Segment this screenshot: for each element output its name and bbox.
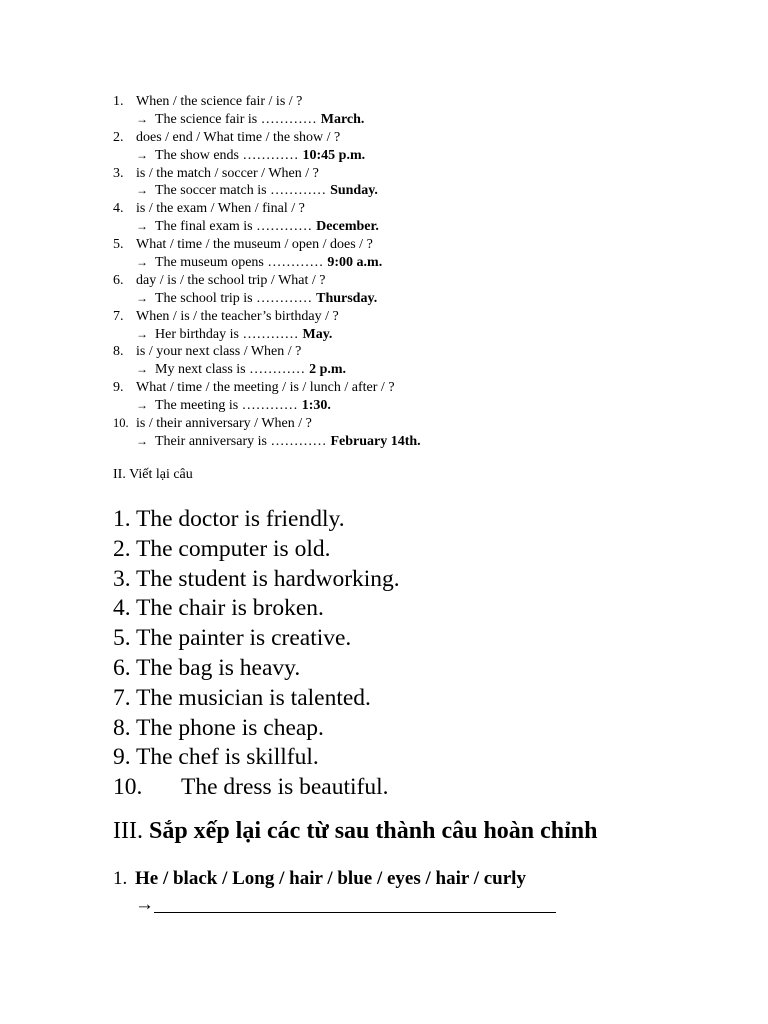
sentence-text: The phone is cheap. <box>136 714 324 741</box>
question-row <box>113 129 673 147</box>
item-number: 2. <box>113 129 124 145</box>
sentence-text: The musician is talented. <box>136 684 371 711</box>
answer-prefix: The museum opens ………… <box>155 255 324 271</box>
sentence-item <box>113 505 713 535</box>
sentence-text: The painter is creative. <box>136 625 352 652</box>
sentence-text: The student is hardworking. <box>136 565 400 592</box>
arrow-icon: → <box>136 362 148 377</box>
sentence-item <box>113 773 713 803</box>
question-row <box>113 308 673 326</box>
answer-blank-line[interactable] <box>154 892 556 913</box>
item-number: 8. <box>113 344 124 360</box>
question-row <box>113 379 673 397</box>
sentence-item <box>113 565 713 595</box>
sentence-item <box>113 594 713 624</box>
section-3-list <box>113 866 713 918</box>
item-number: 8. <box>113 714 131 741</box>
sentence-item <box>113 714 713 744</box>
item-number: 4. <box>113 595 131 622</box>
question-row <box>113 165 673 183</box>
item-number: 7. <box>113 308 124 324</box>
answer-prefix: Her birthday is ………… <box>155 326 299 342</box>
answer-text: Sunday. <box>330 183 378 199</box>
answer-text: 2 p.m. <box>309 362 347 378</box>
exercise-item <box>113 200 673 236</box>
item-number: 5. <box>113 237 124 253</box>
question-row <box>113 272 673 290</box>
exercise-item <box>113 272 673 308</box>
exercise-item <box>113 129 673 165</box>
arrow-icon: → <box>135 894 154 915</box>
arrow-icon: → <box>136 255 148 270</box>
answer-prefix: Their anniversary is ………… <box>155 433 327 449</box>
question-row <box>113 415 673 433</box>
exercise-item <box>113 236 673 272</box>
arrow-icon: → <box>136 326 148 341</box>
answer-row <box>113 290 673 308</box>
item-number: 1. <box>113 94 124 109</box>
answer-row <box>113 892 713 918</box>
answer-text: May. <box>302 326 333 342</box>
answer-prefix: The soccer match is ………… <box>155 183 327 199</box>
sentence-item <box>113 654 713 684</box>
sentence-text: The bag is heavy. <box>136 654 301 681</box>
arrow-icon: → <box>136 433 148 448</box>
answer-row <box>113 111 673 129</box>
item-number: 10. <box>113 774 143 801</box>
scramble-words: He / black / Long / hair / blue / eyes / hair / curly <box>135 868 526 889</box>
item-number: 3. <box>113 165 124 181</box>
item-number: 9. <box>113 380 124 396</box>
answer-row <box>113 326 673 344</box>
answer-row <box>113 397 673 415</box>
exercise-item <box>113 165 673 201</box>
answer-text: 10:45 p.m. <box>302 147 366 163</box>
sentence-item <box>113 624 713 654</box>
answer-prefix: The school trip is ………… <box>155 290 313 306</box>
sentence-item <box>113 535 713 565</box>
answer-row <box>113 182 673 200</box>
exercise-item <box>113 415 673 451</box>
arrow-icon: → <box>136 290 148 305</box>
question-row <box>113 343 673 361</box>
scramble-item <box>113 866 713 892</box>
item-number: 4. <box>113 201 124 217</box>
answer-prefix: The meeting is ………… <box>155 398 298 414</box>
item-number: 1. <box>113 868 128 889</box>
question-row <box>113 200 673 218</box>
exercise-1-list <box>113 93 673 451</box>
arrow-icon: → <box>136 111 148 126</box>
exercise-item <box>113 379 673 415</box>
arrow-icon: → <box>136 147 148 162</box>
item-number: 9. <box>113 744 131 771</box>
question-text: is / their anniversary / When / ? <box>136 416 312 432</box>
item-number: 5. <box>113 625 131 652</box>
answer-text: December. <box>316 219 379 235</box>
exercise-item <box>113 308 673 344</box>
answer-prefix: The final exam is ………… <box>155 219 313 235</box>
section-3-title <box>113 818 598 845</box>
exercise-item <box>113 93 673 129</box>
item-number: 2. <box>113 535 131 562</box>
question-text: is / the exam / When / final / ? <box>136 201 305 217</box>
answer-row <box>113 218 673 236</box>
sentence-text: The chair is broken. <box>136 595 324 622</box>
answer-prefix: The show ends ………… <box>155 147 299 163</box>
item-number: 3. <box>113 565 131 592</box>
arrow-icon: → <box>136 183 148 198</box>
question-text: does / end / What time / the show / ? <box>136 129 341 145</box>
answer-prefix: The science fair is ………… <box>155 111 317 127</box>
section-3-number: III. <box>113 818 143 844</box>
answer-text: Thursday. <box>316 290 378 306</box>
question-text: day / is / the school trip / What / ? <box>136 272 326 288</box>
item-number: 10. <box>113 416 129 431</box>
question-text: What / time / the museum / open / does / ? <box>136 237 373 253</box>
answer-row <box>113 147 673 165</box>
question-text: is / your next class / When / ? <box>136 344 302 360</box>
answer-text: March. <box>320 111 365 127</box>
question-text: is / the match / soccer / When / ? <box>136 165 319 181</box>
item-number: 7. <box>113 684 131 711</box>
arrow-icon: → <box>136 219 148 234</box>
question-text: When / the science fair / is / ? <box>136 94 303 109</box>
question-text: When / is / the teacher’s birthday / ? <box>136 308 339 324</box>
exercise-item <box>113 343 673 379</box>
item-number: 6. <box>113 654 131 681</box>
arrow-icon: → <box>136 398 148 413</box>
item-number: 6. <box>113 272 124 288</box>
question-row <box>113 93 673 111</box>
sentence-item <box>113 684 713 714</box>
answer-row <box>113 433 673 451</box>
section-2-list <box>113 505 713 803</box>
sentence-text: The computer is old. <box>136 535 331 562</box>
answer-prefix: My next class is ………… <box>155 362 306 378</box>
answer-text: 9:00 a.m. <box>327 255 383 271</box>
sentence-text: The dress is beautiful. <box>181 774 389 801</box>
question-row <box>113 236 673 254</box>
sentence-item <box>113 743 713 773</box>
section-2-title: II. Viết lại câu <box>113 467 193 482</box>
sentence-text: The chef is skillful. <box>136 744 319 771</box>
answer-text: 1:30. <box>301 398 331 414</box>
answer-row <box>113 254 673 272</box>
answer-row <box>113 361 673 379</box>
section-3-heading: Sắp xếp lại các từ sau thành câu hoàn chỉnh <box>148 818 598 844</box>
question-text: What / time / the meeting / is / lunch / after / ? <box>136 380 395 396</box>
item-number: 1. <box>113 506 131 532</box>
sentence-text: The doctor is friendly. <box>136 506 345 532</box>
answer-text: February 14th. <box>330 433 421 449</box>
